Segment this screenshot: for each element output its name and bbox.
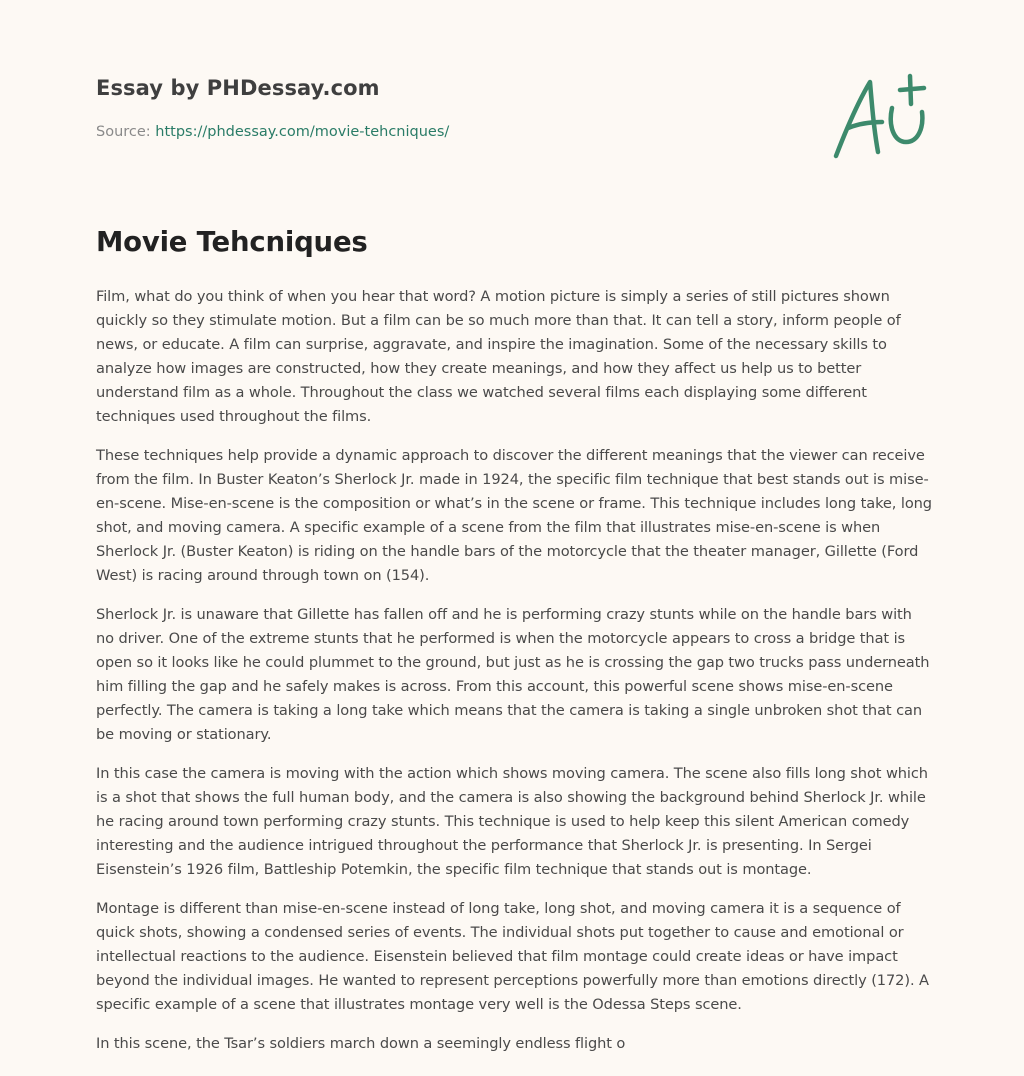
source-link[interactable]: https://phdessay.com/movie-tehcniques/ [155, 124, 450, 140]
a-plus-logo-icon [828, 68, 928, 164]
paragraph: In this case the camera is moving with the action which shows moving camera. The scene also fills long shot which is a shot that shows the full human body, and the camera is also showing the background behind Sherlock Jr. while he racing around town performing crazy stunts. This technique is used to help keep this silent American comedy interesting and the audience intrigued throughout the performance that Sherlock Jr. is presenting. In Sergei Eisenstein’s 1926 film, Battleship Potemkin, the specific film technique that stands out is montage. [96, 765, 928, 878]
essay-page [96, 0, 932, 1076]
essay-body [96, 285, 932, 1071]
document-title: Movie Tehcniques [96, 226, 368, 258]
paragraph: Sherlock Jr. is unaware that Gillette has fallen off and he is performing crazy stunts while on the handle bars with no driver. One of the extreme stunts that he performed is when the motorcycle appears to cross a bridge that is open so it looks like he could plummet to the ground, but just as he is crossing the gap two trucks pass underneath him filling the gap and he safely makes is across. From this account, this powerful scene shows mise-en-scene perfectly. The camera is taking a long take which means that the camera is taking a single unbroken shot that can be moving or stationary. [96, 606, 930, 743]
paragraph: Montage is different than mise-en-scene instead of long take, long shot, and moving camera it is a sequence of quick shots, showing a condensed series of events. The individual shots put together to cause and emotional or intellectual reactions to the audience. Eisenstein believed that film montage could create ideas or have impact beyond the individual images. He wanted to represent perceptions powerfully more than emotions directly (172). A specific example of a scene that illustrates montage very well is the Odessa Steps scene. [96, 900, 929, 1013]
source-line [96, 124, 449, 140]
paragraph: Film, what do you think of when you hear that word? A motion picture is simply a series of still pictures shown quickly so they stimulate motion. But a film can be so much more than that. It can tell a story, inform people of news, or educate. A film can surprise, aggravate, and inspire the imagination. Some of the necessary skills to analyze how images are constructed, how they create meanings, and how they affect us help us to better understand film as a whole. Throughout the class we watched several films each displaying some different techniques used throughout the films. [96, 288, 901, 425]
source-label: Source: [96, 124, 151, 140]
site-header [96, 76, 932, 166]
paragraph: In this scene, the Tsar’s soldiers march down a seemingly endless flight o [96, 1035, 626, 1052]
paragraph: These techniques help provide a dynamic approach to discover the different meanings that the viewer can receive from the film. In Buster Keaton’s Sherlock Jr. made in 1924, the specific film technique that best stands out is mise-en-scene. Mise-en-scene is the composition or what’s in the scene or frame. This technique includes long take, long shot, and moving camera. A specific example of a scene from the film that illustrates mise-en-scene is when Sherlock Jr. (Buster Keaton) is riding on the handle bars of the motorcycle that the theater manager, Gillette (Ford West) is racing around through town on (154). [96, 447, 932, 584]
site-title: Essay by PHDessay.com [96, 76, 380, 100]
logo-graphic [828, 68, 928, 164]
